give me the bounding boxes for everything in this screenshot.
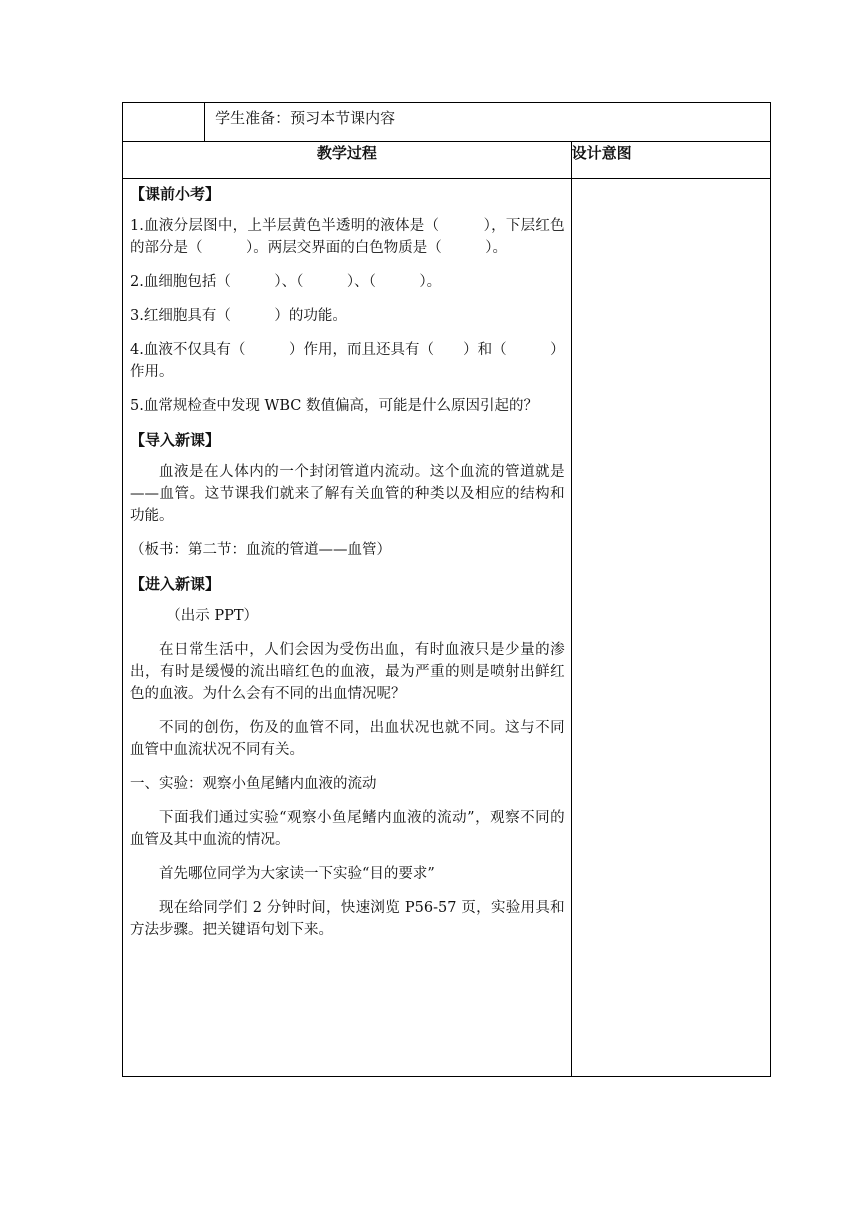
new-lesson-heading: 【进入新课】 [130,575,221,593]
header-row [123,142,771,179]
injury-paragraph: 不同的创伤，伤及的血管不同，出血状况也就不同。这与不同血管中血流状况不同有关。 [130,720,565,758]
preparation-row [123,103,771,142]
preparation-label-cell [123,103,205,142]
intro-heading: 【导入新课】 [130,431,221,449]
teaching-process-header: 教学过程 [123,142,572,179]
pre-quiz-heading: 【课前小考】 [130,185,221,203]
bleeding-paragraph: 在日常生活中，人们会因为受伤出血，有时血液只是少量的渗出，有时是缓慢的流出暗红色的血液，最为严重的则是喷射出鲜红色的血液。为什么会有不同的出血情况呢？ [130,642,565,702]
intro-paragraph: 血液是在人体内的一个封闭管道内流动。这个血流的管道就是——血管。这节课我们就来了解有关血管的种类以及相应的结构和功能。 [130,464,565,524]
browse-pages-paragraph: 现在给同学们 2 分钟时间，快速浏览 P56-57 页，实验用具和方法步骤。把关键语句划下来。 [130,900,565,938]
teaching-process-content [123,179,571,963]
quiz-question-2: 2.血细胞包括（ ）、（ ）、（ ）。 [130,274,442,290]
quiz-question-3: 3.红细胞具有（ ）的功能。 [130,308,347,324]
design-intent-cell [571,179,770,1077]
content-row [123,179,771,1077]
quiz-question-5: 5.血常规检查中发现 WBC 数值偏高，可能是什么原因引起的？ [130,398,538,414]
read-objectives-paragraph: 首先哪位同学为大家读一下实验“目的要求” [159,866,435,882]
experiment-intro-paragraph: 下面我们通过实验“观察小鱼尾鳍内血液的流动”，观察不同的血管及其中血流的情况。 [130,810,565,848]
lesson-plan-table [122,102,771,1077]
teaching-process-cell [123,179,572,1077]
preparation-text-cell [205,103,771,142]
student-preparation-text: 学生准备：预习本节课内容 [215,109,396,127]
quiz-question-1: 1.血液分层图中，上半层黄色半透明的液体是（ ），下层红色的部分是（ ）。两层交界面的白色物质是（ ）。 [130,218,565,256]
design-intent-header: 设计意图 [571,142,770,179]
quiz-question-4: 4.血液不仅具有（ ）作用，而且还具有（ ）和（ ）作用。 [130,342,565,380]
experiment-title: 一、实验：观察小鱼尾鳍内血液的流动 [130,776,377,792]
show-ppt-note: （出示 PPT） [166,608,259,624]
board-writing: （板书：第二节：血流的管道——血管） [130,542,391,558]
